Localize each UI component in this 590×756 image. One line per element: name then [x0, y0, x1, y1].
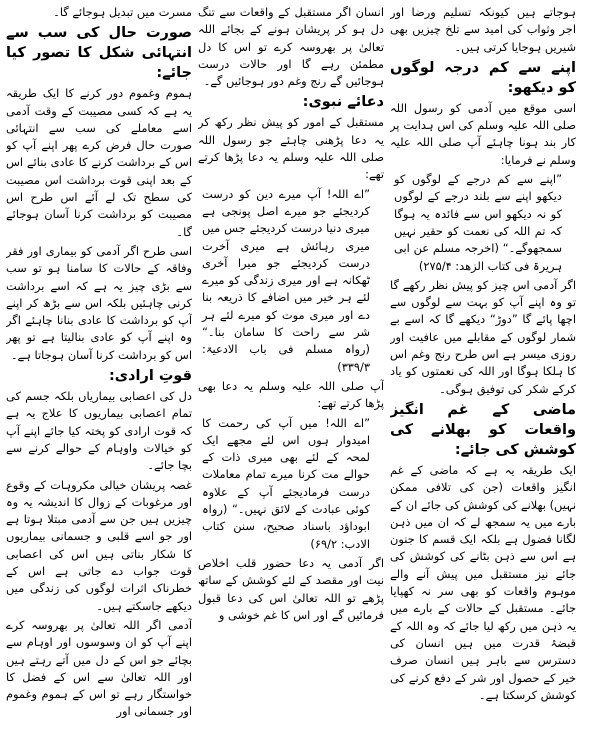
- paragraph: غصہ پریشان خیالی مکروہات کے وقوع اور مرغوبات کے زوال کا اندیشہ یہ وہ چیزیں ہیں جن سے آدمی مبتلا ہوتا ہے اور جو اسے قلبی و جسمانی بیماریوں کا شکار بناتی ہیں اس کی اعصابی قوت جواب دے جاتی ہے اس کے خطرناک اثرات لوگوں کی زندگی میں دیکھے جاسکتے ہیں۔: [6, 477, 192, 613]
- text-column-left: [6, 4, 192, 752]
- text-column-middle: [198, 4, 384, 752]
- paragraph: اگر آدمی اس چیز کو پیش نظر رکھے گا تو وہ اپنے آپ کو بہت سے لوگوں سے اچھا پائے گا ”دوڑ“ دیکھے گا کہ اسے بے شمار لوگوں کے مقابلے میں عافیت اور روزی میسر ہے اس طرح رنج وغم اس کا ہلکا ہوگا اور اللہ کی نعمتوں کو یاد کرکے شکر کی توفیق ہوگی۔: [390, 277, 576, 396]
- paragraph: ایک طریقہ یہ ہے کہ ماضی کے غم انگیز واقعات (جن کی تلافی ممکن نہیں) بھلانے کی کوشش کی جائے ان کے بارے میں یہ سمجھ لے کہ ان میں ذہن لگانا فضول ہے بلکہ ایک قسم کا جنون ہے اس سے ذہن بٹانے کی کوشش کی جائے نیز مستقبل میں پیش آنے والے موہوم واقعات کو بھی سر نہ کھپایا جائے۔ مستقبل کے حالات کے بارے میں یہ ذہن میں رکھ لیا جائے کہ وہ اللہ کے قبضۂ قدرت میں ہیں انسان کی دسترس سے باہر ہیں انسان صرف خیر کے حصول اور شر کے دفع کرنے کی کوشش کرسکتا ہے۔: [390, 462, 576, 702]
- paragraph: اسی موقع میں آدمی کو رسول اللہ صلی اللہ علیہ وسلم کی اس ہدایت پر کار بند ہونا چاہئے آپ صلی اللہ علیہ وسلم نے فرمایا:: [390, 100, 576, 167]
- text-column-right: [390, 4, 576, 752]
- section-heading: صورت حال کی سب سے انتہائی شکل کا تصور کیا جائے:: [6, 25, 192, 82]
- paragraph: آدمی اگر اللہ تعالیٰ پر بھروسہ کرے اپنے آپ کو ان وسوسوں اور اوہام سے بچائے جو اس کے دل میں آتے رہتے ہیں اور اللہ تعالیٰ سے اس کے فضل کا خواستگار رہے تو اس کے ہموم وغموم اور جسمانی اور: [6, 617, 192, 719]
- paragraph: دل کی اعصابی بیماریاں بلکہ جسم کی تمام اعصابی بیماریوں کا علاج یہ ہے کہ قوت ارادی کو پختہ کیا جائے اپنے آپ کو خیالات واوہام کے حوالے کرنے سے بچا جائے۔: [6, 389, 192, 473]
- paragraph: ہوجاتے ہیں کیونکہ تسلیم ورضا اور اجر وثواب کی امید سے تلخ چیزیں بھی شیریں ہوجایا کرتی ہیں۔: [390, 5, 576, 54]
- paragraph: مسرت میں تبدیل ہوجائے گا۔: [53, 5, 192, 19]
- paragraph: مستقبل کے امور کو پیش نظر رکھ کر یہ دعا پڑھنی چاہئے جو رسول اللہ صلی اللہ علیہ وسلم یہ دعا پڑھا کرتے تھے:: [198, 115, 384, 182]
- paragraph: اسی طرح اگر آدمی کو بیماری اور فقر وفاقہ کے حالات کا سامنا ہو تو سب سے بڑی چیز یہ ہے کہ اسے برداشت کرنی چاہئیں بلکہ اس سے بڑھ کر اپنے آپ کو برداشت کا عادی بنانا چاہئے اگر وہ اپنے آپ کو عادی بنالیتا ہے تو پھر اس کو برداشت کرنا آسان ہوجاتا ہے۔: [6, 243, 192, 362]
- quoted-hadith: ”اے اللہ! میں آپ کی رحمت کا امیدوار ہوں اس لئے مجھے ایک لمحہ کے لئے بھی میری ذات کے حوالے مت کرنا میرے تمام معاملات درست فرمادیجئے آپ کے علاوہ کوئی عبادت کے لائق نہیں۔“ (رواہ ابوداؤد باسناد صحیح، سنن کتاب الادب: ۶۹/۲): [202, 415, 370, 551]
- paragraph: ہموم وغموم دور کرنے کا ایک طریقہ یہ ہے کہ کسی مصیبت کے وقت آدمی اسے معاملے کی سب سے انتہائی صورت حال فرض کرے پھر اپنے آپ کو اس کے برداشت کرنے کا عادی بنائے اس کے بعد اپنی قوت برداشت اس مصیبت کی سطح تک لے آئے اس طرح اس مصیبت کو برداشت کرنا آسان ہوجائے گا۔: [6, 86, 192, 239]
- section-heading: دعائے نبوی:: [302, 94, 384, 111]
- section-heading: ماضی کے غم انگیز واقعات کو بھلانے کی کوشش کی جائے:: [390, 401, 576, 458]
- paragraph: انسان اگر مستقبل کے واقعات سے تنگ دل ہو کر پریشان ہونے کے بجائے اللہ تعالیٰ پر بھروسہ کرے تو اس کا دل مطمئن رہے گا اور حالات درست ہوجائیں گے رنج وغم دور ہوجائیں گے۔: [198, 5, 384, 89]
- section-heading: قوتِ ارادی:: [108, 368, 192, 385]
- paragraph: آپ صلی اللہ علیہ وسلم یہ دعا بھی پڑھا کرتے تھے:: [198, 378, 384, 411]
- quoted-hadith: ”اے اللہ! آپ میرے دین کو درست کردیجئے جو میرے اصل پونجی ہے میری دنیا درست کردیجئے جس میں میری رہائش ہے میری آخرت درست کردیجئے جو میرا آخری ٹھکانہ ہے اور میری زندگی کو میرے لئے ہر خیر میں اضافے کا ذریعہ بنا دے اور میری موت کو میرے لئے ہر شر سے راحت کا سامان بنا۔“ (رواہ مسلم فی باب الادعیۃ: ۳۳۹/۳): [202, 186, 370, 374]
- paragraph: اگر آدمی یہ دعا حضور قلب اخلاص نیت اور مقصد کے لئے کوشش کے ساتھ پڑھے تو اللہ تعالیٰ اس کی دعا قبول فرمائیں گے اور اس کا غم خوشی و: [198, 555, 384, 622]
- quoted-hadith: ”اپنے سے کم درجے کے لوگوں کو دیکھو اپنے سے بلند درجے کے لوگوں کو نہ دیکھو اس سے فائدہ یہ ہوگا کہ تم اللہ کی نعمت کو حقیر نہیں سمجھوگے۔“ (اخرجہ مسلم عن ابی ہریرۃ فی کتاب الزھد: ۲۷۵/۴): [394, 172, 562, 273]
- section-heading: اپنے سے کم درجہ لوگوں کو دیکھو:: [390, 59, 576, 96]
